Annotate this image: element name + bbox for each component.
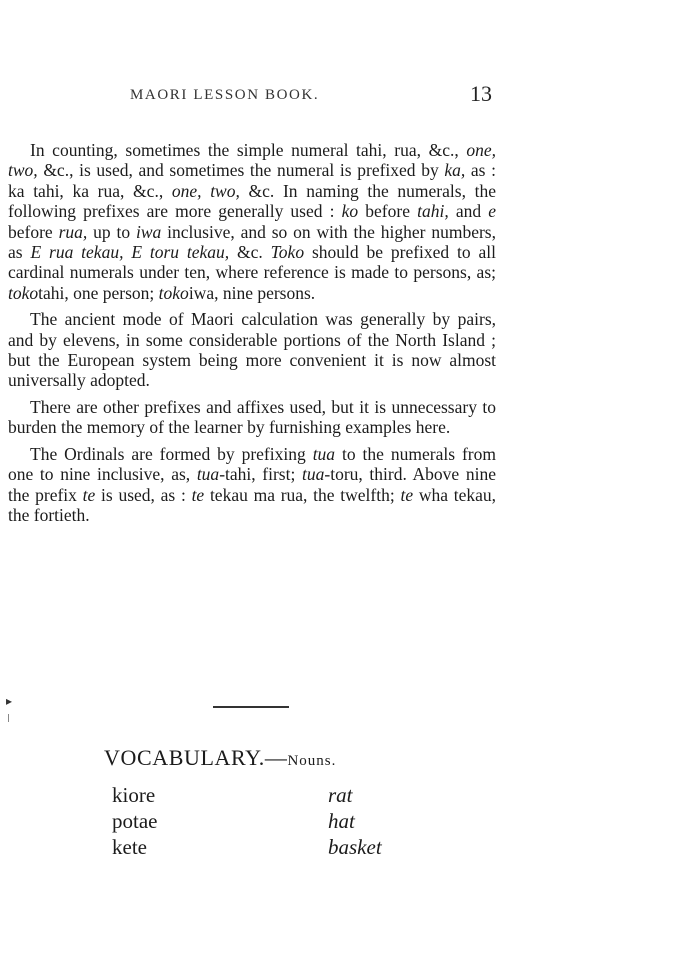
vocabulary-row — [112, 834, 412, 860]
italic-run: tua — [196, 464, 220, 485]
italic-run: ko — [341, 201, 359, 222]
paragraph-3 — [8, 397, 496, 438]
body-text — [8, 140, 496, 531]
text-run: -tahi, first; — [219, 464, 302, 485]
margin-mark: ▸ — [6, 694, 13, 708]
vocabulary-table — [112, 782, 412, 860]
text-run: wha tekau, the fortieth. — [8, 484, 496, 525]
vocabulary-row — [112, 808, 412, 834]
italic-run: one, two, — [171, 180, 240, 201]
running-title: MAORI LESSON BOOK. — [130, 87, 320, 103]
italic-run: ka, — [444, 160, 466, 181]
italic-run: tua — [312, 443, 336, 464]
text-run: tahi, one person; — [38, 282, 159, 303]
text-run: There are other prefixes and affixes used, but it is unnecessary to burden the memory of the learner by furnishing examples here. — [8, 396, 496, 438]
vocabulary-title: VOCABULARY.— — [104, 745, 288, 770]
italic-run: toko — [8, 282, 39, 303]
italic-run: te — [400, 484, 414, 505]
text-run: &c., is used, and sometimes the numeral is prefixed by — [37, 160, 445, 181]
paragraph-4 — [8, 444, 496, 526]
italic-run: Toko — [270, 242, 305, 263]
italic-run: E rua tekau, E toru tekau, — [30, 242, 230, 263]
italic-run: one, two, — [8, 140, 496, 181]
english-word: basket — [328, 835, 382, 859]
section-divider — [213, 706, 289, 708]
maori-word: kete — [112, 835, 147, 859]
italic-run: tua — [302, 464, 325, 485]
text-run: should be prefixed to all cardinal numerals under ten, where reference is made to persons, as; — [8, 242, 496, 283]
text-run: before — [8, 221, 59, 242]
margin-tick — [8, 714, 9, 722]
text-run: as : ka tahi, ka rua, &c., — [8, 160, 496, 201]
italic-run: e — [488, 201, 496, 222]
text-run: In counting, sometimes the simple numeral tahi, rua, &c., — [30, 140, 467, 160]
text-run: &c. — [229, 242, 271, 263]
vocabulary-row — [112, 782, 412, 808]
italic-run: iwa — [135, 221, 162, 242]
english-word: hat — [328, 809, 355, 833]
text-run: &c. In naming the numerals, the following prefixes are more generally used : — [8, 180, 496, 222]
text-run: up to — [87, 221, 136, 242]
text-run: iwa, nine persons. — [188, 282, 316, 303]
text-run: The ancient mode of Maori calculation was generally by pairs, and by elevens, in some considerable portions of the North Island ; but the European system being more convenient it is now almost universally adopted. — [8, 309, 496, 391]
italic-run: te — [82, 484, 96, 505]
vocabulary-subtitle: Nouns. — [287, 753, 337, 769]
text-run: before — [358, 201, 418, 222]
text-run: tekau ma rua, the twelfth; — [204, 484, 401, 505]
paragraph-1 — [8, 140, 496, 303]
text-run: -toru, third. Above nine the prefix — [8, 464, 496, 505]
italic-run: toko — [158, 282, 189, 303]
text-run: to the numerals from one to nine inclusive, as, — [8, 443, 496, 485]
paragraph-2 — [8, 309, 496, 391]
english-word: rat — [328, 783, 353, 807]
text-run: inclusive, and so on with the higher numbers, as — [8, 221, 496, 263]
page-header — [0, 81, 700, 115]
italic-run: te — [191, 484, 205, 505]
italic-run: tahi, — [417, 201, 449, 222]
italic-run: rua, — [58, 221, 88, 242]
page-number: 13 — [470, 81, 492, 106]
text-run: is used, as : — [95, 484, 192, 505]
text-run: and — [448, 201, 489, 222]
maori-word: potae — [112, 809, 158, 833]
vocabulary-heading — [104, 745, 336, 771]
text-run: The Ordinals are formed by prefixing — [30, 443, 313, 464]
maori-word: kiore — [112, 783, 156, 807]
